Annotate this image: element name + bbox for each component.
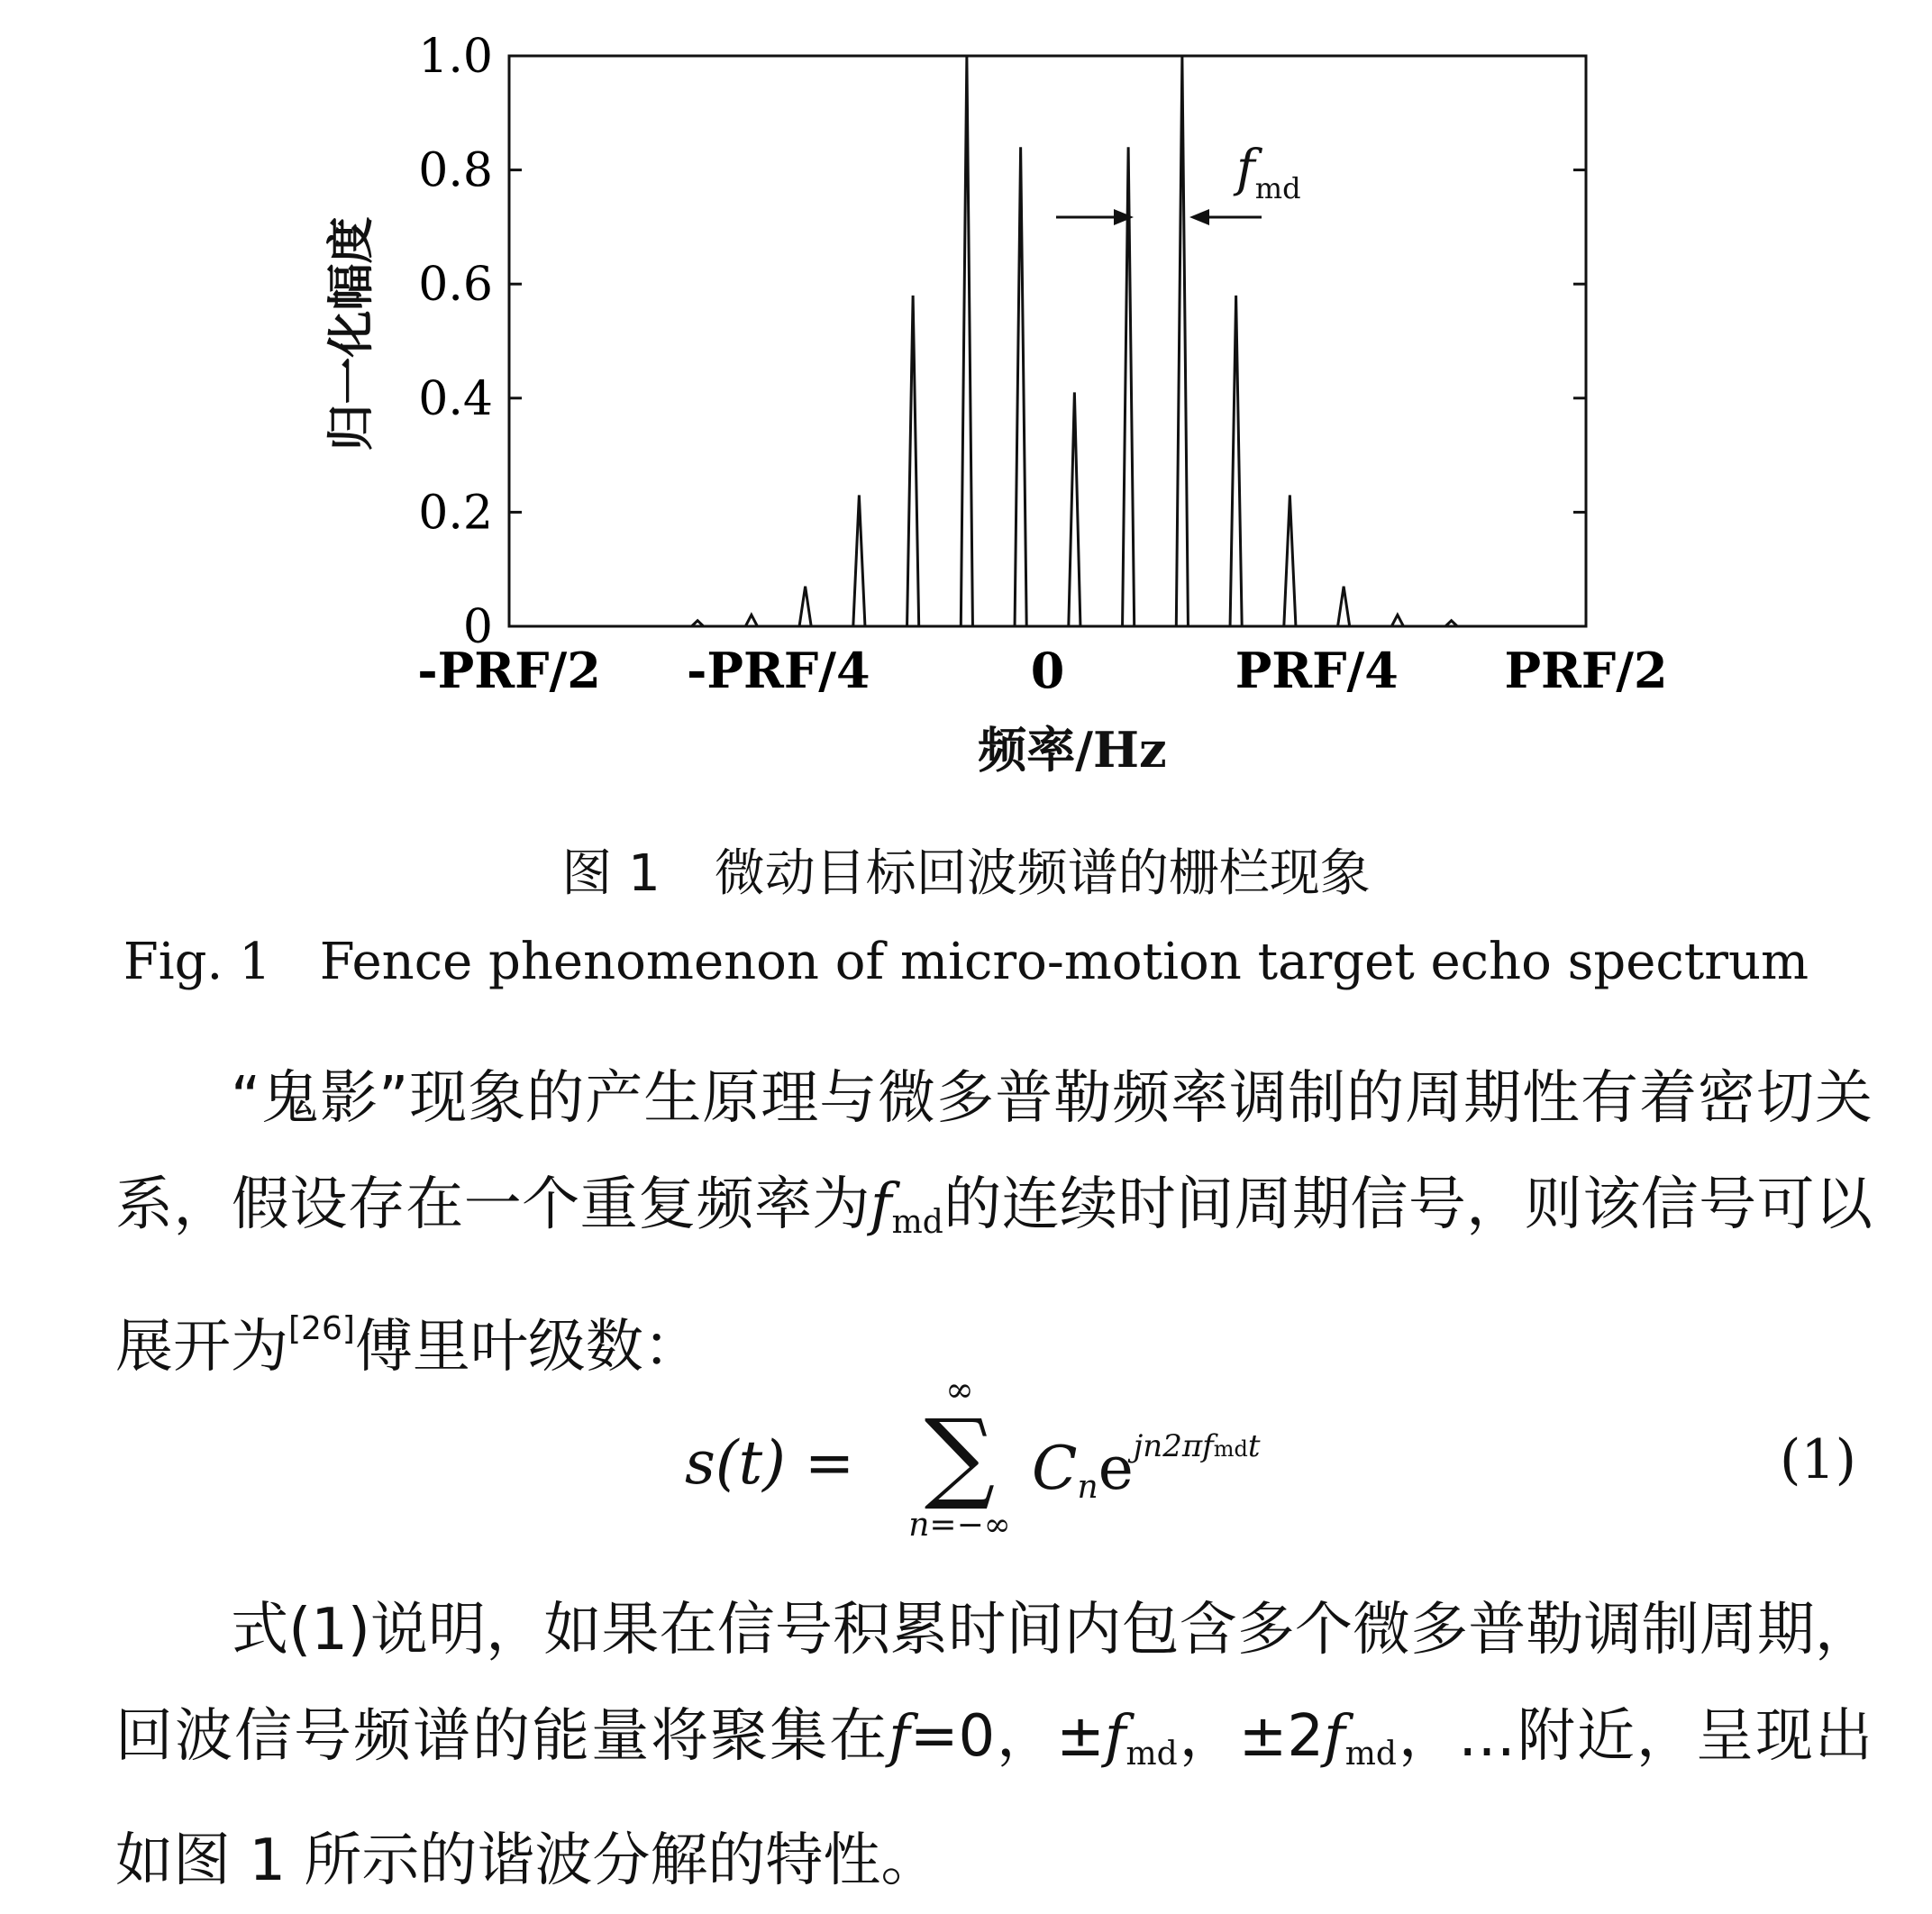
spectral-peak <box>961 56 972 626</box>
left-arrow-head <box>1114 209 1134 225</box>
spectral-peak <box>853 495 865 626</box>
x-tick-label: 0 <box>1030 642 1065 699</box>
spectral-peaks <box>692 56 1458 626</box>
spectral-peak <box>1284 495 1296 626</box>
y-axis-label: 归一化幅度 <box>324 215 379 451</box>
y-tick-label: 0.6 <box>418 258 493 313</box>
x-axis-label: 频率/Hz <box>978 721 1167 779</box>
spectral-peak <box>1391 615 1403 626</box>
x-tick-label: PRF/4 <box>1235 642 1399 699</box>
figure-number-en: Fig. 1 <box>123 933 271 991</box>
spectral-peak <box>745 615 757 626</box>
figure-caption-english <box>0 933 1932 991</box>
figure-caption-chinese <box>0 834 1932 906</box>
spectral-peak <box>1230 296 1242 626</box>
spectral-peak <box>907 296 919 626</box>
body-paragraph-2: 式(1)说明，如果在信号积累时间内包含多个微多普勒调制周期，回波信号频谱的能量将聚集在f=0，$\pm f_{md}$，$\pm 2f_{md}$，…附近，呈现出如图 1 所示的谐波分解的特性。 <box>115 1597 1873 1894</box>
y-tick-label: 0 <box>462 600 493 654</box>
spectral-peak <box>1015 147 1026 626</box>
y-tick-label: 0.2 <box>418 486 493 541</box>
spectral-peak <box>1338 587 1350 626</box>
y-axis-ticks <box>418 30 1586 654</box>
fmd-spacing-annotation <box>1056 209 1262 225</box>
x-tick-label: -PRF/2 <box>417 642 601 699</box>
figure-number-cn: 图 1 <box>561 844 661 903</box>
plot-frame <box>509 56 1586 626</box>
body-paragraph-1: “鬼影”现象的产生原理与微多普勒频率调制的周期性有着密切关系，假设存在一个重复频率为$f_{md}$的连续时间周期信号，则该信号可以展开为[26]傅里叶级数： <box>115 1065 1873 1381</box>
fmd-annotation-label: $f_{md}$ <box>1236 140 1301 205</box>
equation-number: (1) <box>1780 1428 1856 1491</box>
spectral-peak <box>1069 392 1080 626</box>
equation-lhs: s(t) = <box>685 1428 855 1498</box>
figure-title-cn: 微动目标回波频谱的栅栏现象 <box>714 844 1371 903</box>
spectral-peak <box>1176 56 1188 626</box>
equation-rhs: $C_ne^{jn2\pi fmdt}$ <box>1032 1428 1261 1506</box>
citation-ref[interactable]: [26] <box>288 1310 355 1347</box>
x-axis-ticks <box>417 642 1667 699</box>
equation-1 <box>685 1370 1856 1559</box>
x-tick-label: PRF/2 <box>1504 642 1668 699</box>
y-tick-label: 1.0 <box>418 30 493 84</box>
y-tick-label: 0.8 <box>418 143 493 198</box>
spectral-peak <box>799 587 811 626</box>
summation-sign: ∞ ∑ n=−∞ <box>908 1370 1011 1544</box>
figure-title-en: Fence phenomenon of micro-motion target echo spectrum <box>319 933 1809 991</box>
x-tick-label: -PRF/4 <box>686 642 870 699</box>
right-arrow-head <box>1189 209 1209 225</box>
y-tick-label: 0.4 <box>418 371 493 426</box>
